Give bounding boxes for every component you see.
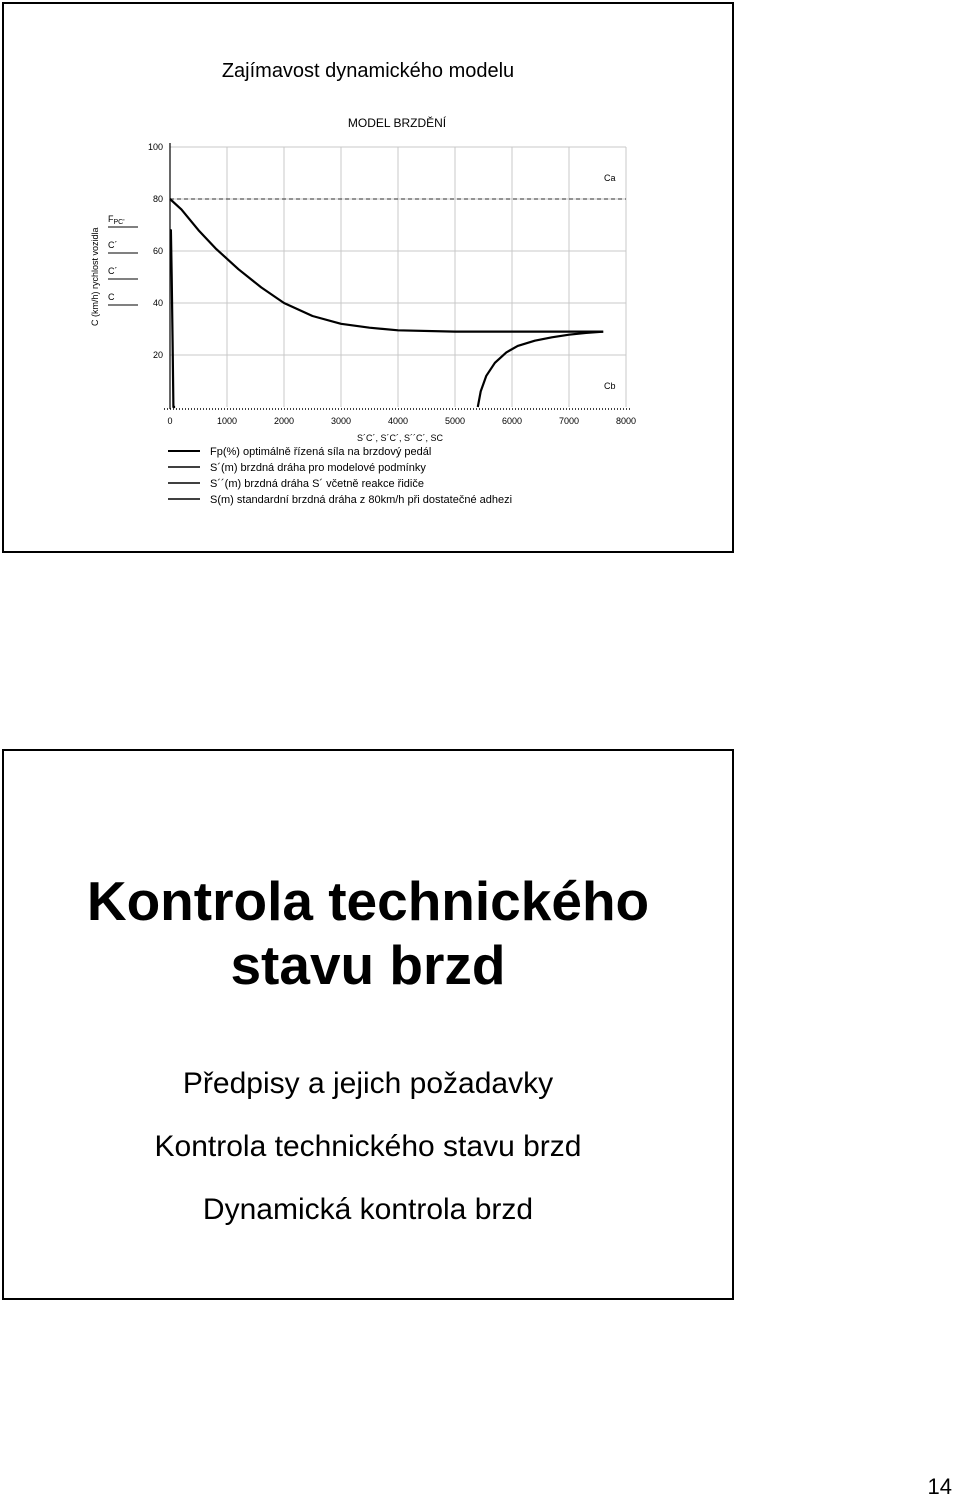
x-tick-label: 0 [167, 416, 173, 426]
y-tick-label: 100 [147, 142, 163, 152]
x-tick-label: 2000 [273, 416, 295, 426]
x-tick-label: 3000 [330, 416, 352, 426]
axes [164, 143, 630, 409]
chart-title: MODEL BRZDĚNÍ [347, 116, 447, 130]
slide-2-bullet-list [4, 1069, 732, 1258]
reference-line-label: Ca [604, 173, 616, 183]
series-line-1 [170, 199, 603, 332]
y-tick-label: 60 [152, 246, 163, 256]
series-line-3 [170, 230, 175, 407]
legend-entry: Fp(%) optimálně řízená síla na brzdový pedál [210, 446, 432, 458]
x-tick-label: 5000 [444, 416, 466, 426]
bullet-item: Předpisy a jejich požadavky [182, 1067, 554, 1100]
y-tick-label: 40 [152, 298, 163, 308]
reference-line-label: Cb [604, 381, 616, 391]
x-tick-label: 6000 [501, 416, 523, 426]
legend-entry: S´´(m) brzdná dráha S´ včetně reakce řidiče [210, 478, 424, 490]
x-tick-label: 1000 [216, 416, 238, 426]
bullet-item: Dynamická kontrola brzd [202, 1193, 534, 1226]
x-tick-label: 7000 [558, 416, 580, 426]
page-number: 14 [927, 1474, 952, 1499]
y-axis-label: C (km/h) rychlost vozidla [90, 227, 100, 326]
y-axis-marker-label: $F_{PC'}$ [108, 214, 125, 226]
y-axis-marker-label: C´ [108, 266, 118, 276]
y-axis-marker-sub: PC' [113, 219, 125, 226]
legend-entry: S´(m) brzdná dráha pro modelové podmínky [210, 462, 426, 474]
y-axis-markers [108, 214, 138, 305]
x-tick-label: 8000 [615, 416, 637, 426]
tick-labels [148, 142, 636, 426]
y-axis-marker-label: C [108, 292, 115, 302]
chart-legend [168, 446, 512, 506]
slide-2-title-line-1: Kontrola technického [86, 870, 650, 932]
slide-2-title-line-2: stavu brzd [230, 934, 506, 996]
x-tick-label: 4000 [387, 416, 409, 426]
y-tick-label: 80 [152, 194, 163, 204]
x-axis-subtitle: S´C´, S´C´, S´´C´, SC [357, 433, 443, 443]
slide-1-title: Zajímavost dynamického modelu [221, 60, 515, 82]
y-axis-marker-label: C´ [108, 240, 118, 250]
bullet-item: Kontrola technického stavu brzd [154, 1130, 582, 1163]
grid-lines [170, 147, 626, 407]
slide-2-title [4, 869, 732, 997]
series-line-2 [478, 332, 603, 407]
legend-entry: S(m) standardní brzdná dráha z 80km/h při dostatečné adhezi [210, 494, 513, 506]
y-tick-label: 20 [152, 350, 163, 360]
braking-model-chart [4, 4, 732, 551]
slide-2 [2, 749, 734, 1300]
slide-1 [2, 2, 734, 553]
